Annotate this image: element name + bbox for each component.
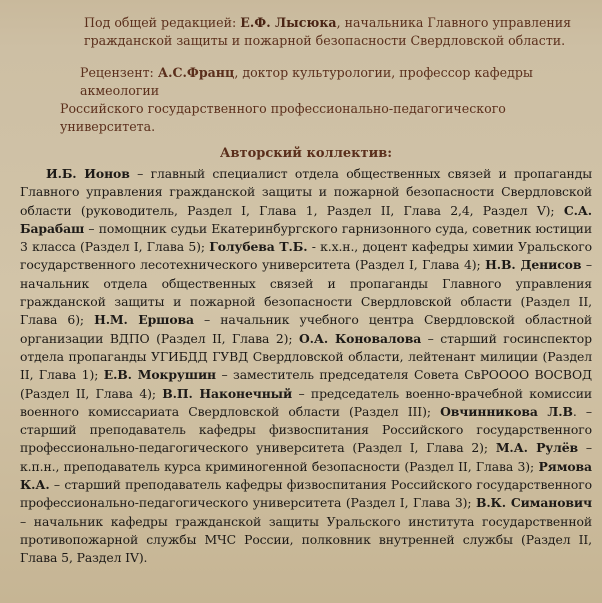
author-desc: – помощник судьи Екатеринбургского гарнизонного суда, советник юстиции 3 класса (Раздел I, Глава 5); (20, 220, 592, 255)
author-desc: – заместитель председателя Совета СвРОООО ВОСВОД (Раздел II, Глава 4); (20, 367, 592, 401)
author-desc: – главный специалист отдела общественных связей и пропаганды Главного управления гражданской защиты и пожарной безопасности Свердловской области (руководитель, Раздел I, Глава 1, Раздел II, Глава 2,4, Раздел V); (20, 166, 592, 218)
author-name: Н.М. Ершова (94, 312, 194, 328)
authors-paragraph (20, 165, 592, 568)
author-name: Голубева Т.Б. (209, 239, 308, 255)
author-name: Н.В. Денисов (485, 257, 582, 273)
author-name: М.А. Рулёв (495, 440, 579, 456)
authors-title: Авторский коллектив: (219, 146, 393, 161)
author-name: В.П. Наконечный (162, 385, 293, 401)
reviewer-name: А.С.Франц (157, 65, 235, 80)
author-desc: – начальник отдела общественных связей и пропаганды Главного управления гражданской защиты и пожарной безопасности Свердловской области (Раздел II, Глава 6); (20, 257, 592, 328)
editor-line (84, 14, 592, 50)
author-name: В.К. Симанович (475, 495, 592, 511)
author-desc: – председатель военно-врачебной комиссии военного комиссариата Свердловской области (Раздел III); (20, 385, 593, 419)
author-name: Овчинникова Л.В (440, 403, 573, 419)
editor-desc: , начальника Главного управления гражданской защиты и пожарной безопасности Свердловской области. (84, 15, 572, 48)
reviewer-desc-2: Российского государственного профессионально-педагогического университета. (60, 101, 506, 134)
author-desc: – начальник учебного центра Свердловской областной организации ВДПО (Раздел II, Глава 2); (20, 312, 593, 346)
editor-prefix: Под общей редакцией: (84, 15, 237, 30)
reviewer-prefix: Рецензент: (80, 65, 154, 80)
reviewer-line (60, 64, 592, 136)
author-desc: . – старший преподаватель кафедры физвоспитания Российского государственного профессионально-педагогического университета (Раздел I, Глава 2); (20, 403, 592, 456)
author-desc: – к.п.н., преподаватель курса криминогенной безопасности (Раздел II, Глава 3); (20, 440, 592, 474)
editor-name: Е.Ф. Лысюка (240, 15, 337, 30)
author-desc: – старший госинспектор отдела пропаганды УГИБДД ГУВД Свердловской области, лейтенант милиции (Раздел II, Глава 1); (20, 330, 592, 383)
author-name: Рямова К.А. (20, 458, 592, 493)
author-name: О.А. Коновалова (298, 330, 422, 346)
reviewer-desc-1: , доктор культурологии, профессор кафедры акмеологии (80, 65, 533, 98)
author-desc: – начальник кафедры гражданской защиты Уральского института государственной противопожарной службы МЧС России, полковник внутренней службы (Раздел II, Глава 5, Раздел IV). (20, 513, 592, 566)
author-name: И.Б. Ионов (46, 166, 130, 181)
author-name: С.А. Барабаш (20, 202, 592, 236)
author-name: Е.В. Мокрушин (103, 367, 217, 383)
author-desc: - к.х.н., доцент кафедры химии Уральского государственного лесотехнического университета (Раздел I, Глава 4); (20, 239, 593, 273)
author-desc: – старший преподаватель кафедры физвоспитания Российского государственного профессионально-педагогического университета (Раздел I, Глава 3); (20, 477, 592, 511)
